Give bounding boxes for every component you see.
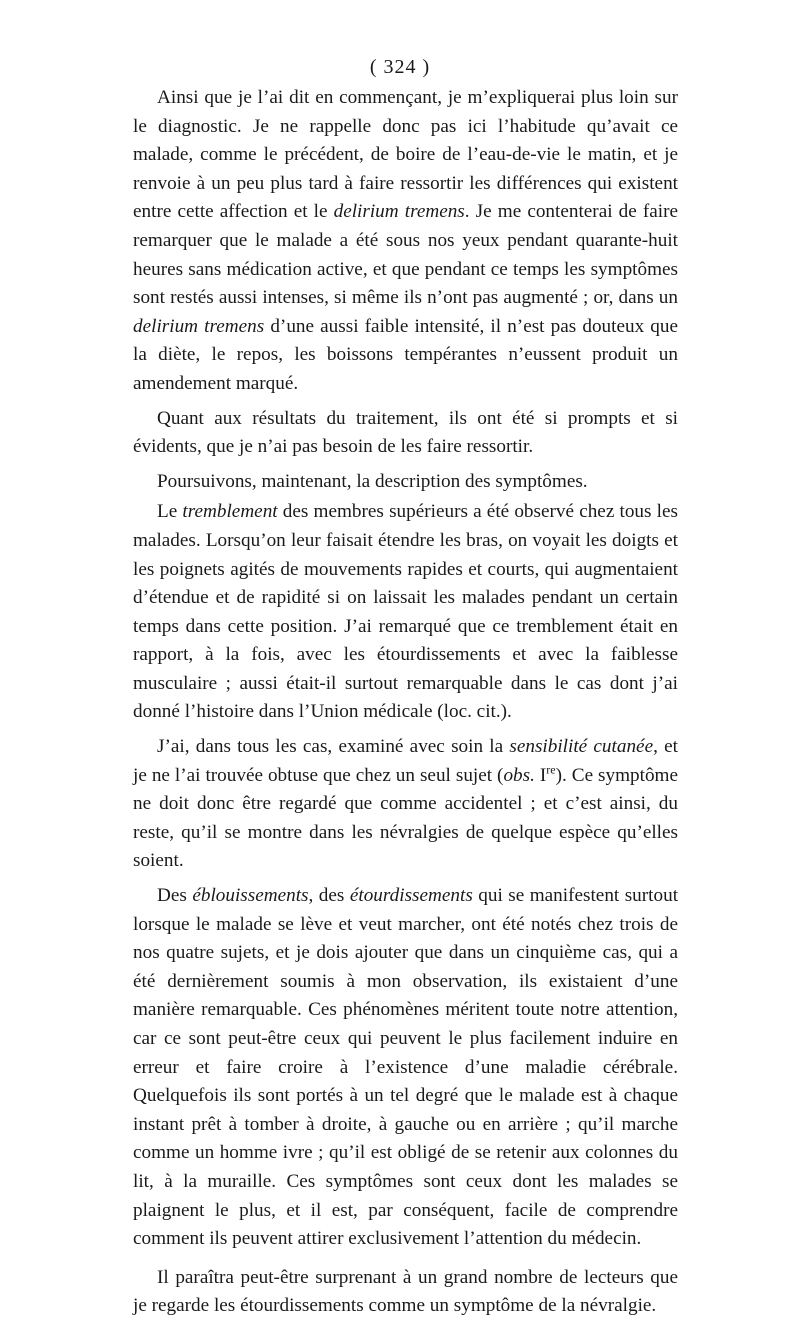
text-run: Ainsi que je l’ai dit en commençant, je m’expliquerai plus loin sur le diagnostic. Je ne rappelle donc pas ici l’habitude qu’avait ce malade, comme le précédent, de boire de l’eau-de-vie le matin, et je renvoie à un peu plus tard à faire ressortir les différences qui existent entre cette affection et le [133,87,678,223]
paragraph [133,468,678,497]
text-run: I [534,764,547,786]
text-run: d’une aussi faible intensité, il n’est pas douteux que la diète, le repos, les boissons tempérantes n’eussent produit un amendement marqué. [133,315,679,394]
superscript: re [546,762,556,777]
page-number: ( 324 ) [369,56,431,78]
italic-term: delirium tremens [333,201,465,223]
italic-term: delirium tremens [133,315,265,337]
paragraph [133,733,678,876]
text-run: J’ai, dans tous les cas, examiné avec soin la [157,736,510,758]
text-run: Il paraîtra peut-être surprenant à un grand nombre de lecteurs que je regarde les étourdissements comme un symptôme de la névralgie. [133,1266,678,1317]
italic-term: obs. [503,764,535,786]
text-run: . Je me contenterai de faire remarquer que le malade a été sous nos yeux pendant quarante-huit heures sans médication active, et que pendant ce temps les symptômes sont restés aussi intenses, si même ils n’ont pas augmenté ; or, dans un [133,201,679,309]
body-text [133,84,678,1327]
italic-term: sensibilité cutanée [509,736,654,758]
text-run: Le [157,501,183,523]
text-run: , des [308,885,350,907]
text-run: ). Ce symptôme ne doit donc être regardé que comme accidentel ; et c’est ainsi, du reste, qu’il se montre dans les névralgies de quelque espèce qu’elles soient. [133,764,678,872]
paragraph [133,498,678,727]
paragraph [133,882,678,1254]
italic-term: étourdissements [349,885,473,907]
paragraph [133,84,678,399]
text-run: qui se manifestent surtout lorsque le malade se lève et veut marcher, ont été notés chez trois de nos quatre sujets, et je dois ajouter que dans un cinquième cas, qui a été dernièrement soumis à mon observation, ils existaient d’une manière remarquable. Ces phénomènes méritent toute notre attention, car ce sont peut-être ceux qui peuvent le plus facilement induire en erreur et faire croire à l’existence d’une maladie cérébrale. Quelquefois ils sont portés à un tel degré que le malade est à chaque instant prêt à tomber à droite, à gauche ou en arrière ; qu’il marche comme un homme ivre ; qu’il est obligé de se retenir aux colonnes du lit, à la muraille. Ces symptômes sont ceux dont les malades se plaignent le plus, et il est, par conséquent, facile de comprendre comment ils peuvent attirer exclusivement l’attention du médecin. [133,885,679,1250]
text-run: des membres supérieurs a été observé chez tous les malades. Lorsqu’on leur faisait étendre les bras, on voyait les doigts et les poignets agités de mouvements rapides et courts, qui augmentaient d’étendue et de rapidité si on laissait les malades pendant un certain temps dans cette position. J’ai remarqué que ce tremblement était en rapport, à la fois, avec les étourdissements et avec la faiblesse musculaire ; aussi était-il surtout remarquable dans le cas dont j’ai donné l’histoire dans l’Union médicale (loc. cit.). [133,501,678,723]
paragraph [133,1264,678,1321]
text-run: Des [157,885,193,907]
italic-term: tremblement [182,501,278,523]
text-run: Quant aux résultats du traitement, ils ont été si prompts et si évidents, que je n’ai pas besoin de les faire ressortir. [133,407,678,458]
text-run: , et je ne l’ai trouvée obtuse que chez un seul sujet ( [133,736,678,786]
italic-term: éblouissements [192,885,309,907]
text-run: Poursuivons, maintenant, la description des symptômes. [157,470,588,492]
paragraph [133,405,678,462]
